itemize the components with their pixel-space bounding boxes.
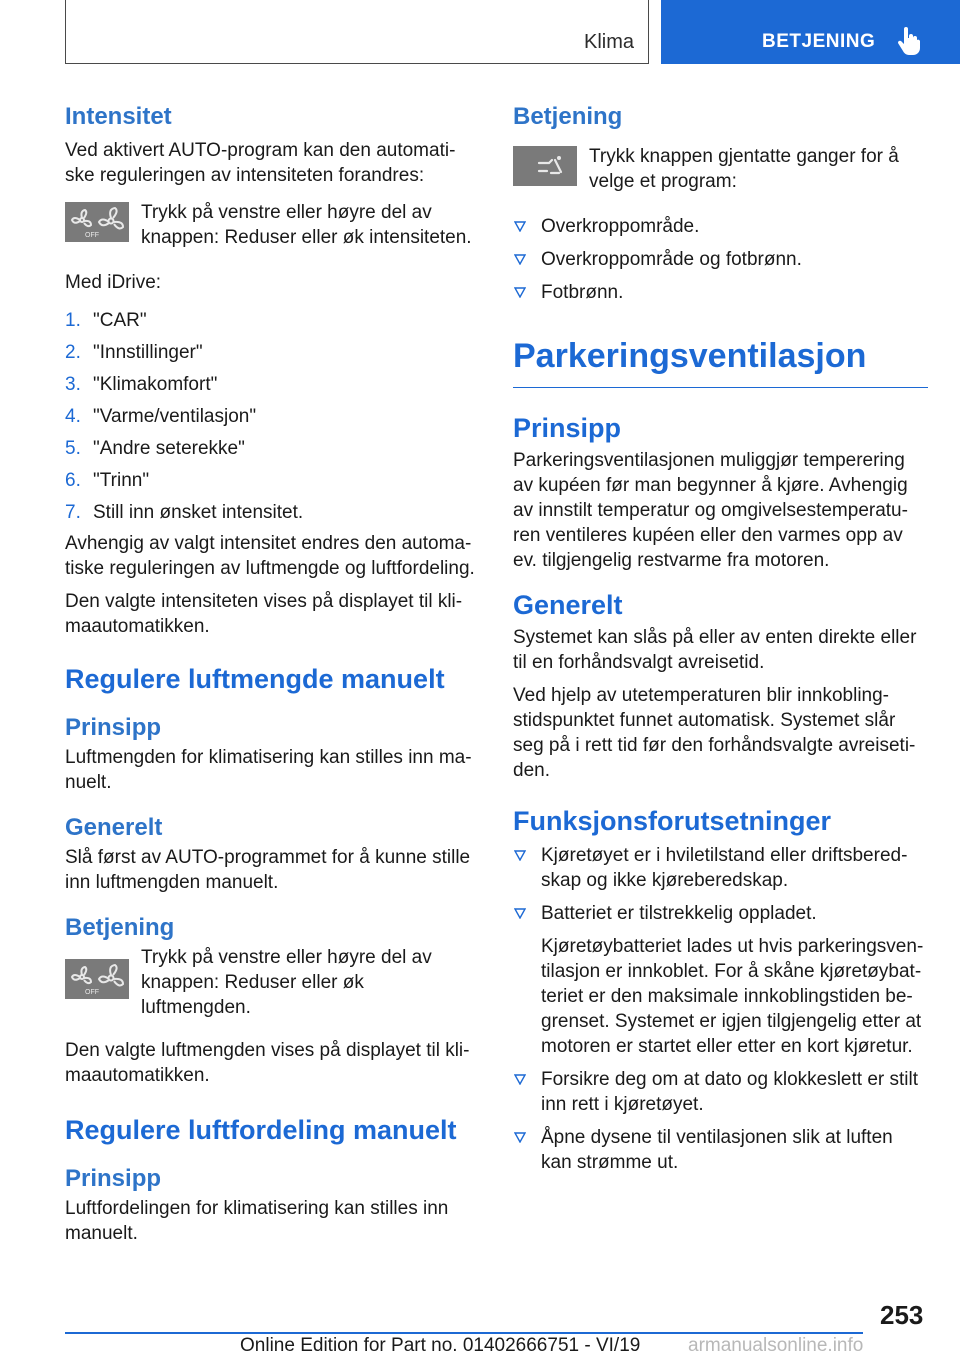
conditions-list — [513, 843, 928, 1175]
triangle-bullet-icon — [514, 287, 526, 298]
list-item: Fotbrønn. — [513, 280, 928, 305]
list-item: 5. "Andre seterekke" — [65, 438, 245, 459]
left-column — [65, 100, 477, 1246]
para-avhengig: Avhengig av valgt intensitet endres den automa-tiske reguleringen av luftmengde og luftfordeling. — [65, 533, 475, 579]
list-item: 7. Still inn ønsket intensitet. — [65, 502, 304, 523]
forutsetninger-heading: Funksjonsforutsetninger — [513, 806, 832, 836]
airflow-button-image — [513, 146, 577, 186]
idrive-label: Med iDrive: — [65, 272, 162, 293]
betjening1-button-text: Trykk på venstre eller høyre del av knappen: Reduser eller øk luftmengden. — [141, 947, 432, 1018]
svg-text:OFF: OFF — [85, 232, 99, 239]
triangle-bullet-icon — [514, 1074, 526, 1085]
betjening1-heading: Betjening — [65, 914, 175, 941]
luftfordeling-heading: Regulere luftfordeling manuelt — [65, 1115, 457, 1145]
prinsipp2-heading: Prinsipp — [65, 1165, 162, 1192]
fan-icon — [65, 202, 129, 242]
luftmengde-heading: Regulere luftmengde manuelt — [65, 664, 445, 694]
triangle-bullet-icon — [514, 850, 526, 861]
luftmengde-display-text: Den valgte luftmengden vises på displayet til kli-maautomatikken. — [65, 1040, 470, 1086]
airflow-distribution-icon — [513, 146, 577, 186]
list-item: 4. "Varme/ventilasjon" — [65, 406, 257, 427]
hand-pointer-icon — [897, 27, 921, 55]
intensitet-heading: Intensitet — [65, 103, 172, 130]
program-list — [513, 214, 928, 305]
fan-button-image — [65, 202, 129, 242]
watermark: armanualsonline.info — [688, 1335, 864, 1356]
intensitet-button-row — [65, 200, 477, 250]
generelt2-text1: Systemet kan slås på eller av enten direkte eller til en forhåndsvalgt avreisetid. — [513, 627, 917, 673]
footer-divider — [65, 1332, 863, 1334]
list-item: 3. "Klimakomfort" — [65, 374, 218, 395]
list-item: Overkroppområde og fotbrønn. — [513, 247, 928, 272]
list-item: 1. "CAR" — [65, 310, 147, 331]
triangle-bullet-icon — [514, 221, 526, 232]
header-chapter-label: BETJENING — [762, 31, 876, 52]
page-number: 253 — [880, 1300, 924, 1330]
list-item: 6. "Trinn" — [65, 470, 150, 491]
betjening2-heading: Betjening — [513, 103, 623, 130]
prinsipp1-text: Luftmengden for klimatisering kan stilles inn ma-nuelt. — [65, 747, 472, 793]
para-display: Den valgte intensiteten vises på displayet til kli-maautomatikken. — [65, 591, 463, 637]
list-item: Overkroppområde. — [513, 214, 928, 239]
program-button-row — [513, 144, 928, 194]
generelt2-text2: Ved hjelp av utetemperaturen blir innkobling-stidspunktet funnet automatisk. Systemet slår seg på i rett tid før den forhåndsvalgte avreiseti-den. — [513, 685, 916, 781]
right-column — [513, 100, 928, 1175]
footer-edition: Online Edition for Part no. 01402666751 - VI/19 — [240, 1335, 641, 1356]
svg-text:OFF: OFF — [85, 989, 99, 996]
luftmengde-button-row — [65, 945, 477, 1020]
prinsipp1-heading: Prinsipp — [65, 714, 162, 741]
parkering-heading: Parkeringsventilasjon — [513, 331, 928, 388]
list-item: Forsikre deg om at dato og klokkeslett er stilt inn rett i kjøretøyet. — [513, 1067, 928, 1117]
list-item: 2. "Innstillinger" — [65, 342, 203, 363]
fan-button-image — [65, 959, 129, 999]
battery-note: Kjøretøybatteriet lades ut hvis parkeringsven-tilasjon er innkoblet. For å skåne kjøretøybat-teriet er den maksimale innkoblingstiden be-grenset. Systemet er igjen tilgjengelig etter at motoren er startet eller etter en kort kjøretur. — [541, 936, 924, 1057]
generelt1-text: Slå først av AUTO-programmet for å kunne stille inn luftmengden manuelt. — [65, 847, 471, 893]
triangle-bullet-icon — [514, 254, 526, 265]
prinsipp2-text: Luftfordelingen for klimatisering kan stilles inn manuelt. — [65, 1198, 449, 1244]
header-chapter-tab — [661, 0, 960, 64]
triangle-bullet-icon — [514, 1132, 526, 1143]
generelt1-heading: Generelt — [65, 814, 163, 841]
prinsipp3-text: Parkeringsventilasjonen muliggjør temperering av kupéen før man begynner å kjøre. Avhengig av innstilt temperatur og omgivelsestemperatu-ren ventileres kupéen eller den varmes opp av ev. tilgjengelig restvarme fra motoren. — [513, 450, 908, 571]
list-item: Kjøretøyet er i hviletilstand eller driftsbered-skap og ikke kjøreberedskap. — [513, 843, 928, 893]
header-section-tab — [65, 0, 649, 64]
intensitet-button-text: Trykk på venstre eller høyre del av knappen: Reduser eller øk intensiteten. — [141, 202, 472, 248]
fan-icon — [65, 959, 129, 999]
header-section-label: Klima — [583, 31, 634, 53]
idrive-steps — [65, 305, 477, 529]
prinsipp3-heading: Prinsipp — [513, 413, 622, 443]
list-item: Åpne dysene til ventilasjonen slik at luften kan strømme ut. — [513, 1125, 928, 1175]
generelt2-heading: Generelt — [513, 590, 623, 620]
intensitet-intro: Ved aktivert AUTO-program kan den automati-ske reguleringen av intensiteten forandres: — [65, 140, 456, 186]
betjening2-button-text: Trykk knappen gjentatte ganger for å velge et program: — [589, 146, 899, 192]
list-item: Batteriet er tilstrekkelig oppladet. Kjøretøybatteriet lades ut hvis parkeringsven-tilasjon er innkoblet. For å skåne kjøretøybat-teriet er den maksimale innkoblingstiden be-grenset. Systemet er igjen tilgjengelig etter at motoren er startet eller etter en kort kjøretur. — [513, 901, 928, 1059]
triangle-bullet-icon — [514, 908, 526, 919]
